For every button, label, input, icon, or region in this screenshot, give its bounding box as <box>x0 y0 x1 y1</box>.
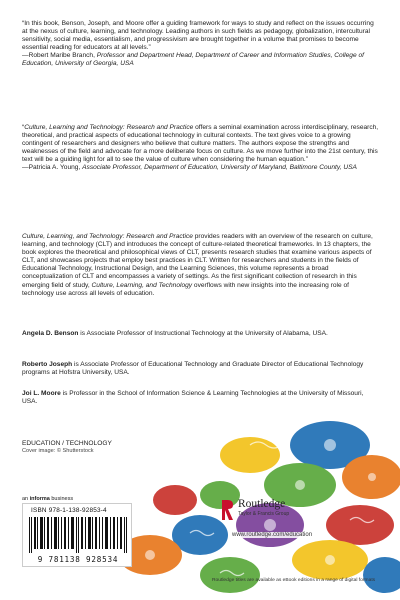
subject-category: EDUCATION / TECHNOLOGY <box>22 440 112 447</box>
routledge-r-icon <box>220 498 234 522</box>
routledge-logo <box>220 497 320 527</box>
quote-2-affiliation: Associate Professor, Department of Education, University of Maryland, Baltimore County, USA <box>82 164 357 172</box>
isbn-barcode <box>22 503 132 567</box>
author-bio-benson <box>22 330 380 338</box>
quote-1-affiliation: Professor and Department Head, Department of Career and Information Studies, College of Education, University of Georgia, USA <box>22 52 364 68</box>
barcode-bars <box>27 517 129 553</box>
isbn-label: ISBN 978-1-138-92853-4 <box>31 507 107 514</box>
quote-2-text: offers a seminal examination across interdisciplinary, research, theoretical, and practical aspects of educational technology in cultural contexts. The text gives voice to a growing contingent of researchers and designers who believe that culture matters. The authors expose the strengths and weaknesses of the field and advocate for a more deliberate focus on culture. As we move further into the 21st century, this text will be a guiding light for all to see the value of culture when considering the human equation.” <box>22 124 379 164</box>
bio-1-text: is Associate Professor of Instructional Technology at the University of Alabama, USA. <box>78 330 328 337</box>
blurb-part-2: overflows with new insights into the increasing role of technology use across all levels of education. <box>22 281 349 297</box>
bio-2-text: is Associate Professor of Educational Technology and Graduate Director of Educational Technology programs at Hofstra University, USA. <box>22 361 364 377</box>
publisher-url[interactable]: www.routledge.com/education <box>232 532 313 538</box>
quote-2-author: —Patricia A. Young, <box>22 164 81 172</box>
ebook-availability-note: Routledge titles are available as eBook editions in a range of digital formats <box>212 578 376 583</box>
informa-business-line: an informa business <box>22 496 74 502</box>
quote-2-open-quote: “ <box>22 124 25 131</box>
quote-2-body <box>22 124 380 164</box>
book-description <box>22 233 380 298</box>
cover-image-credit: Cover image: © Shutterstock <box>22 448 94 454</box>
blurb-title-ref-2: Culture, Learning, and Technology <box>91 281 193 289</box>
bio-3-name: Joi L. Moore <box>22 390 61 397</box>
quote-2-attribution <box>22 164 380 172</box>
bio-1-name: Angela D. Benson <box>22 330 79 337</box>
quote-2-title-ref: Culture, Learning and Technology: Research and Practice <box>24 124 194 131</box>
quote-1-body: “In this book, Benson, Joseph, and Moore offer a guiding framework for ways to study and reflect on the issues occurring at the nexus of culture, learning, and technology. Leading authors in such fields as pedagogy, globalization, intercultural sensitivity, social media, essentialism, and progressivism are brought together in a volume that promises to become essential reading for educators at all levels.” <box>22 20 374 52</box>
author-bio-joseph <box>22 361 380 377</box>
author-bio-moore <box>22 390 380 406</box>
quote-1-attribution <box>22 52 380 68</box>
logo-subtitle: Taylor & Francis Group <box>238 511 290 517</box>
blurb-part-1: provides readers with an overview of the research on culture, learning, and technology (CLT) and introduces the concept of culture-related theoretical frameworks. In 13 chapters, the book explores the theoretical and philosophical views of CLT, presents research studies that examine various aspects of CLT, and showcases projects that employ best practices in CLT. Written for researchers and students in the fields of Educational Technology, Instructional Design, and the Learning Sciences, this volume represents a broad conceptualization of CLT and encompasses a variety of settings. As the first significant collection of research in this emerging field of study, <box>22 233 373 289</box>
blurb-title-ref: Culture, Learning, and Technology: Research and Practice <box>22 233 193 240</box>
logo-name: Routledge <box>238 498 286 510</box>
quote-1-author: —Robert Maribe Branch, <box>22 52 95 60</box>
endorsement-quote-2 <box>22 124 380 173</box>
informa-brand: informa <box>29 496 50 502</box>
bio-2-name: Roberto Joseph <box>22 361 73 368</box>
endorsement-quote-1 <box>22 20 380 69</box>
bio-3-text: is Professor in the School of Information Science & Learning Technologies at the University of Missouri, USA. <box>22 390 364 406</box>
barcode-number: 9 781138 928534 <box>37 555 119 564</box>
